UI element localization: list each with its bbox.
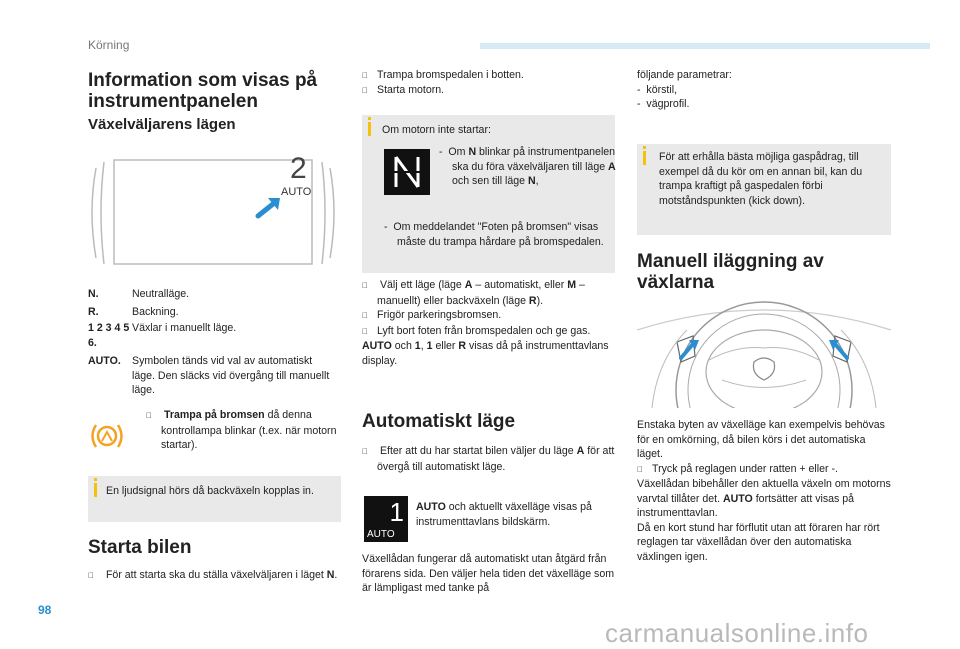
subtitle-gear-positions: Växelväljarens lägen: [88, 116, 236, 133]
step-select-mode: Välj ett läge (läge A – automatiskt, eller M – manuellt) eller backväxeln (läge R).: [377, 279, 585, 307]
watermark: carmanualsonline.info: [605, 618, 869, 648]
instrument-panel-illustration: [88, 148, 338, 276]
step-release-parking-brake: Frigör parkeringsbromsen.: [377, 309, 502, 321]
chapter-title: Körning: [88, 38, 130, 52]
param-road-profile: - vägprofil.: [637, 98, 690, 110]
section-title-automatic: Automatiskt läge: [362, 411, 516, 432]
step-tap-paddles: Tryck på reglagen under ratten + eller -.: [652, 462, 838, 475]
auto-display-icon: 1 AUTO: [364, 496, 408, 542]
steps-after-start: [362, 278, 618, 368]
n-blinking-text: - Om N blinkar på instrumentpanelen ska du föra växelväljaren till läge A och sen till läge N,: [439, 146, 616, 187]
page-number: 98: [38, 603, 52, 617]
gear-definitions: N. Neutralläge. R. Backning. 1 2 3 4 5 6. Växlar i manuellt läge. AUTO. Symbolen tänds vid val av automatiskt läge. Den släcks vid övergång till manuellt läge.: [88, 288, 330, 396]
step-start-engine: Starta motorn.: [377, 84, 445, 96]
automatic-paragraph: Växellådan fungerar då automatiskt utan åtgärd från förarens sida. Den väljer hela tiden det växelläge som är lämpligast med tanke på: [362, 553, 615, 594]
display-note: AUTO och 1, 1 eller R visas då på instrumenttavlans display.: [362, 340, 609, 367]
info-box-reverse: En ljudsignal hörs då backväxeln kopplas in.: [88, 476, 341, 522]
start-instruction: För att starta ska du ställa växelväljaren i läget N.: [105, 569, 338, 581]
param-driving-style: - körstil,: [637, 83, 678, 96]
step-select-a: Efter att du har startat bilen väljer du läge A för att övergå till automatiskt läge.: [377, 445, 615, 473]
steering-wheel-illustration: [637, 300, 891, 408]
auto-display-text: AUTO och aktuellt växelläge visas på instrumenttavlans bildskärm.: [416, 501, 592, 528]
info-box-engine-not-starting: Om motorn inte startar: - Om N blinkar på instrumentpanelen ska du föra växelväljaren till läge A och sen till läge N, - Om meddelandet "Foten på bromsen" visas måste du trampa hårdare på bromspedalen.: [362, 115, 615, 273]
n-display-icon: [384, 149, 430, 195]
brake-instruction: Trampa på bromsen då denna kontrollampa blinkar (t.ex. när motorn startar).: [161, 409, 337, 451]
brake-warning-icon: [90, 421, 124, 451]
section-title-start: Starta bilen: [88, 537, 192, 558]
info-box-kickdown: För att erhålla bästa möjliga gaspådrag, till exempel då du kör om en annan bil, kan du trampa kraftigt på gaspedalen förbi motståndspunkten (kick down).: [637, 144, 891, 235]
display-auto: AUTO: [281, 186, 312, 198]
step-lift-foot: Lyft bort foten från bromspedalen och ge gas.: [377, 324, 591, 337]
header-bar: [480, 43, 930, 49]
info-marker-icon: [94, 483, 97, 497]
info-marker-icon: [368, 122, 371, 136]
display-gear: 2: [290, 152, 307, 185]
info-marker-icon: [643, 151, 646, 165]
section-title-manual: Manuell iläggning av växlarna: [637, 251, 824, 293]
section-title-info: Information som visas på instrumentpanelen: [88, 70, 318, 112]
parameters-list: följande parametrar: - körstil, - vägprofil.: [637, 68, 893, 112]
brake-message-text: - Om meddelandet "Foten på bromsen" visas måste du trampa hårdare på bromspedalen.: [384, 221, 604, 248]
manual-description: Enstaka byten av växelläge kan exempelvis behövas för en omkörning, då bilen körs i det automatiska läget. Tryck på reglagen under ratten + eller -. Växellådan bibehåller den aktuella växeln om motorns varvtal tillåter det. AUTO fortsätter att visas på instrumenttavlan. Då en kort stund har förflutit utan att föraren har rört reglagen tar växellådan över den automatiska växlingen igen.: [637, 418, 893, 564]
step-brake-pedal: Trampa bromspedalen i botten.: [377, 69, 524, 81]
